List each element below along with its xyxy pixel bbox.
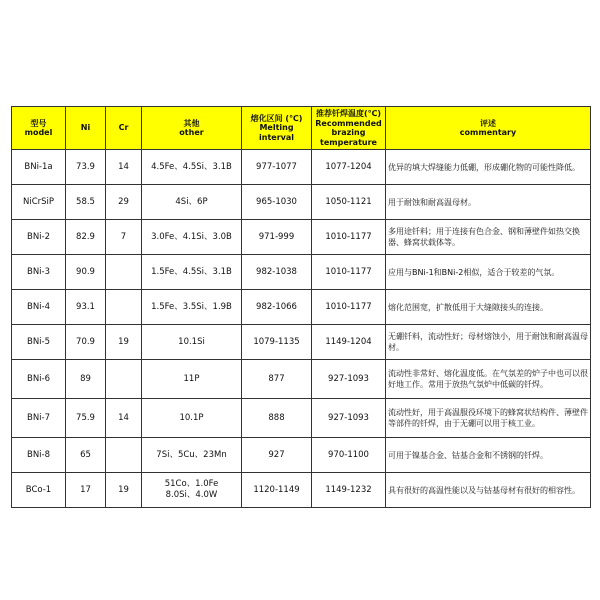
cell-brazing: 1077-1204	[312, 150, 386, 185]
cell-model: BNi-1a	[12, 150, 66, 185]
cell-ni: 82.9	[66, 220, 106, 255]
cell-ni: 75.9	[66, 399, 106, 438]
cell-melting: 977-1077	[242, 150, 312, 185]
cell-cr: 19	[106, 325, 142, 360]
cell-model: BNi-5	[12, 325, 66, 360]
cell-commentary: 优异的填大焊缝能力低硼，形成硼化物的可能性降低。	[386, 150, 591, 185]
cell-ni: 58.5	[66, 185, 106, 220]
cell-commentary: 可用于镍基合金、钴基合金和不锈钢的钎焊。	[386, 438, 591, 473]
cell-commentary: 流动性好，用于高温服役环境下的蜂窝状结构件、薄壁件等部件的钎焊，由于无硼可以用于核工业。	[386, 399, 591, 438]
table-row	[12, 220, 591, 255]
cell-model: BNi-2	[12, 220, 66, 255]
cell-brazing: 1010-1177	[312, 220, 386, 255]
header-model: 型号 model	[12, 107, 66, 150]
cell-other: 4.5Fe、4.5Si、3.1B	[142, 150, 242, 185]
cell-commentary: 熔化范围宽，扩散低用于大缝隙接头的连接。	[386, 290, 591, 325]
cell-other: 1.5Fe、4.5Si、3.1B	[142, 255, 242, 290]
cell-brazing: 927-1093	[312, 399, 386, 438]
cell-cr: 14	[106, 399, 142, 438]
table-row	[12, 399, 591, 438]
table-row	[12, 360, 591, 399]
cell-other: 10.1Si	[142, 325, 242, 360]
cell-other: 51Co、1.0Fe 8.0Si、4.0W	[142, 473, 242, 508]
table-row	[12, 255, 591, 290]
header-melting-interval: 熔化区间 (℃) Melting interval	[242, 107, 312, 150]
header-other: 其他 other	[142, 107, 242, 150]
cell-commentary: 流动性非常好、熔化温度低。在气氛差的炉子中也可以很好地工作。常用于放热气氛炉中低碳的钎焊。	[386, 360, 591, 399]
cell-commentary: 无硼钎料，流动性好；母材熔蚀小，用于耐蚀和耐高温母材。	[386, 325, 591, 360]
cell-ni: 73.9	[66, 150, 106, 185]
cell-model: NiCrSiP	[12, 185, 66, 220]
table-row	[12, 473, 591, 508]
cell-cr: 14	[106, 150, 142, 185]
cell-melting: 965-1030	[242, 185, 312, 220]
cell-model: BCo-1	[12, 473, 66, 508]
cell-model: BNi-3	[12, 255, 66, 290]
cell-other: 4Si、6P	[142, 185, 242, 220]
cell-melting: 982-1066	[242, 290, 312, 325]
cell-other: 1.5Fe、3.5Si、1.9B	[142, 290, 242, 325]
cell-cr: 19	[106, 473, 142, 508]
cell-cr: 7	[106, 220, 142, 255]
cell-ni: 65	[66, 438, 106, 473]
cell-brazing: 927-1093	[312, 360, 386, 399]
cell-melting: 927	[242, 438, 312, 473]
cell-ni: 93.1	[66, 290, 106, 325]
header-row	[12, 107, 591, 150]
cell-model: BNi-4	[12, 290, 66, 325]
alloy-table	[11, 106, 591, 508]
cell-cr	[106, 360, 142, 399]
cell-cr: 29	[106, 185, 142, 220]
cell-model: BNi-7	[12, 399, 66, 438]
cell-commentary: 用于耐蚀和耐高温母材。	[386, 185, 591, 220]
table-row	[12, 290, 591, 325]
table-body	[12, 150, 591, 508]
cell-cr	[106, 438, 142, 473]
cell-model: BNi-8	[12, 438, 66, 473]
header-cr: Cr	[106, 107, 142, 150]
cell-commentary: 应用与BNi-1和BNi-2相似，适合于较差的气氛。	[386, 255, 591, 290]
table-row	[12, 325, 591, 360]
cell-brazing: 1010-1177	[312, 255, 386, 290]
cell-commentary: 具有很好的高温性能以及与钴基母材有很好的相容性。	[386, 473, 591, 508]
cell-ni: 89	[66, 360, 106, 399]
table-row	[12, 438, 591, 473]
cell-ni: 70.9	[66, 325, 106, 360]
cell-model: BNi-6	[12, 360, 66, 399]
cell-melting: 1120-1149	[242, 473, 312, 508]
header-ni: Ni	[66, 107, 106, 150]
table-row	[12, 150, 591, 185]
cell-other: 10.1P	[142, 399, 242, 438]
cell-melting: 877	[242, 360, 312, 399]
header-commentary: 评述 commentary	[386, 107, 591, 150]
table-row	[12, 185, 591, 220]
cell-brazing: 1050-1121	[312, 185, 386, 220]
cell-melting: 1079-1135	[242, 325, 312, 360]
cell-brazing: 1149-1232	[312, 473, 386, 508]
cell-melting: 888	[242, 399, 312, 438]
cell-melting: 971-999	[242, 220, 312, 255]
cell-other: 11P	[142, 360, 242, 399]
cell-cr	[106, 255, 142, 290]
cell-ni: 90.9	[66, 255, 106, 290]
cell-commentary: 多用途钎料；用于连接有色合金、钢和薄壁件如热交换器、蜂窝状载体等。	[386, 220, 591, 255]
cell-melting: 982-1038	[242, 255, 312, 290]
cell-brazing: 1149-1204	[312, 325, 386, 360]
cell-other: 7Si、5Cu、23Mn	[142, 438, 242, 473]
cell-other: 3.0Fe、4.1Si、3.0B	[142, 220, 242, 255]
cell-brazing: 1010-1177	[312, 290, 386, 325]
cell-cr	[106, 290, 142, 325]
cell-ni: 17	[66, 473, 106, 508]
header-brazing-temperature: 推荐钎焊温度(℃) Recommended brazing temperature	[312, 107, 386, 150]
cell-brazing: 970-1100	[312, 438, 386, 473]
